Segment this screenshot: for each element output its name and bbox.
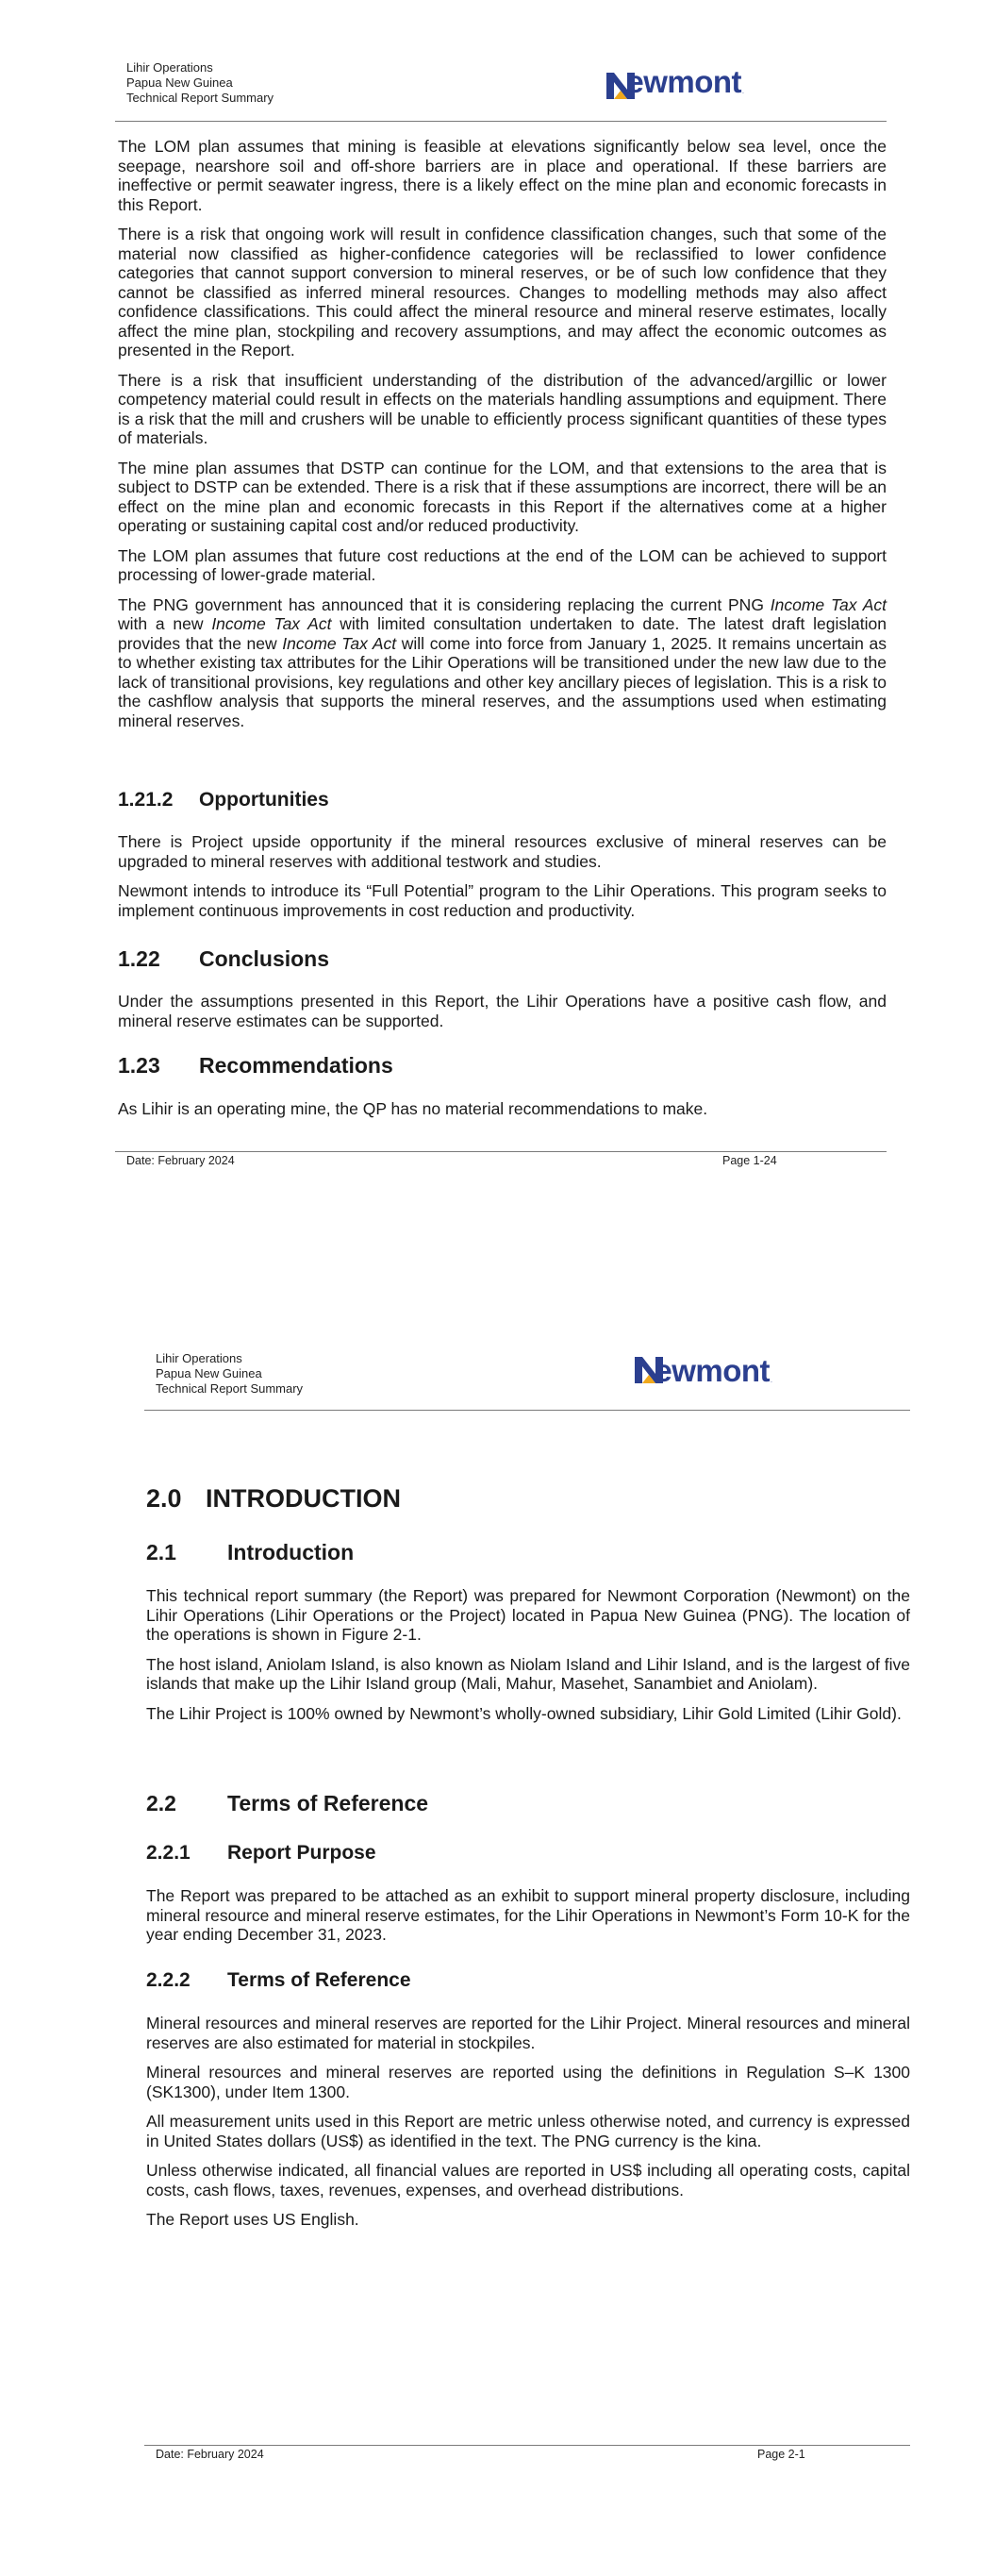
header-line-2: Papua New Guinea	[126, 75, 233, 90]
footer-date: Date: February 2024	[156, 2448, 264, 2461]
newmont-wordmark	[635, 1355, 772, 1386]
logo-tm: .	[742, 89, 744, 95]
tax-text-3: with limited consultation undertaken to date. The latest draft legislation provides that the new	[118, 614, 887, 653]
paragraph: The host island, Aniolam Island, is also known as Niolam Island and Lihir Island, and is the largest of five islands that make up the Lihir Island group (Mali, Mahur, Masehet, Sanambiet and Aniolam).	[146, 1654, 910, 1693]
page-1	[0, 0, 995, 1179]
introduction-body	[146, 1586, 910, 1733]
header-line-3: Technical Report Summary	[156, 1381, 304, 1396]
logo-text-rest: ewmont	[655, 1353, 771, 1388]
header-rule	[144, 1410, 910, 1411]
section-heading-2-2-1: 2.2.1 Report Purpose	[146, 1842, 376, 1864]
chapter-heading-2-0: 2.0 INTRODUCTION	[146, 1484, 401, 1513]
newmont-wordmark	[606, 66, 744, 97]
paragraph: There is Project upside opportunity if the mineral resources exclusive of mineral reserves can be upgraded to mineral reserves with additional testwork and studies.	[118, 832, 887, 871]
paragraph: As Lihir is an operating mine, the QP has no material recommendations to make.	[118, 1099, 708, 1118]
tax-italic-2: Income Tax Act	[211, 614, 332, 633]
paragraph: All measurement units used in this Report are metric unless otherwise noted, and currency is expressed in United States dollars (US$) as identified in the text. The PNG currency is the kina.	[146, 2112, 910, 2150]
paragraph: The Report uses US English.	[146, 2210, 359, 2229]
tax-italic-3: Income Tax Act	[282, 633, 397, 653]
footer-date: Date: February 2024	[126, 1154, 235, 1167]
section-heading-2-2-2: 2.2.2 Terms of Reference	[146, 1969, 411, 1991]
paragraph: This technical report summary (the Report) was prepared for Newmont Corporation (Newmont) on the Lihir Operations (Lihir Operations or the Project) located in Papua New Guinea (PNG). The location of the operations is shown in Figure 2-1.	[146, 1586, 910, 1644]
tax-italic-1: Income Tax Act	[770, 594, 887, 614]
footer-page-number: Page 2-1	[757, 2448, 805, 2461]
logo-tm: .	[771, 1378, 772, 1384]
paragraph: Unless otherwise indicated, all financial values are reported in US$ including all operating costs, capital costs, cash flows, taxes, revenues, expenses, and overhead distributions.	[146, 2161, 910, 2200]
footer-rule	[144, 2445, 910, 2446]
logo-text-rest: ewmont	[626, 64, 742, 99]
paragraph: Under the assumptions presented in this Report, the Lihir Operations have a positive cash flow, and mineral reserve estimates can be supported.	[118, 992, 887, 1030]
header-rule	[115, 121, 887, 122]
paragraph: The Report was prepared to be attached as an exhibit to support mineral property disclosure, including mineral resource and mineral reserve estimates, for the Lihir Operations in Newmont’s Form 10-K for the year ending December 31, 2023.	[146, 1886, 910, 1944]
report-purpose-body	[146, 1886, 910, 1955]
header-line-1: Lihir Operations	[126, 60, 213, 75]
opportunities-body	[118, 832, 887, 930]
footer-rule	[115, 1151, 887, 1152]
paragraph: The mine plan assumes that DSTP can continue for the LOM, and that extensions to the area that is subject to DSTP can be extended. There is a risk that if these assumptions are incorrect, there will be an effect on the mine plan and economic forecasts in this Report if the alternatives come at a higher operating or sustaining capital cost and/or reduced productivity.	[118, 458, 887, 535]
footer-page-number: Page 1-24	[722, 1154, 777, 1167]
page-header	[156, 1351, 303, 1397]
page-header	[126, 60, 274, 106]
page1-body	[118, 137, 887, 741]
section-heading-2-1: 2.1 Introduction	[146, 1540, 355, 1564]
section-heading-2-2: 2.2 Terms of Reference	[146, 1791, 429, 1815]
tax-text-4: will come into force from January 1, 2025. It remains uncertain as to whether existing tax attributes for the Lihir Operations will be transitioned under the new law due to the lack of transitional provisions, key regulations and other key ancillary pieces of legislation. This is a risk to the cashflow analysis that supports the mineral reserves, and the assumptions used when estimating mineral reserves.	[118, 633, 887, 730]
paragraph: The LOM plan assumes that mining is feasible at elevations significantly below sea level, once the seepage, nearshore soil and off-shore barriers are in place and operational. If these barriers are ineffective or permit seawater ingress, there is a likely effect on the mine plan and economic forecasts in this Report.	[118, 137, 887, 214]
paragraph: The LOM plan assumes that future cost reductions at the end of the LOM can be achieved to support processing of lower-grade material.	[118, 545, 887, 584]
section-heading-1-22: 1.22 Conclusions	[118, 946, 330, 971]
tax-text-2: with a new	[118, 614, 212, 633]
paragraph: The Lihir Project is 100% owned by Newmont’s wholly-owned subsidiary, Lihir Gold Limited (Lihir Gold).	[146, 1703, 902, 1723]
paragraph: There is a risk that insufficient understanding of the distribution of the advanced/argillic or lower competency material could result in effects on the materials handling assumptions and equipment. There is a risk that the mill and crushers will be unable to efficiently process significant quantities of these types of materials.	[118, 370, 887, 447]
section-heading-1-21-2: 1.21.2 Opportunities	[118, 789, 329, 811]
tax-paragraph	[118, 595, 887, 731]
terms-of-reference-body	[146, 2014, 910, 2240]
header-line-2: Papua New Guinea	[156, 1366, 262, 1380]
recommendations-body	[118, 1099, 887, 1129]
conclusions-body	[118, 992, 887, 1041]
paragraph: Mineral resources and mineral reserves are reported for the Lihir Project. Mineral resources and mineral reserves are also estimated for material in stockpiles.	[146, 2014, 910, 2052]
paragraph: There is a risk that ongoing work will result in confidence classification changes, such that some of the material now classified as higher-confidence categories will be reclassified to lower confidence categories that cannot support conversion to mineral reserves, or be of such low confidence that they cannot be classified as inferred mineral resources. Changes to modelling methods may also affect confidence classifications. This could affect the mineral resource and mineral reserve estimates, locally affect the mine plan, stockpiling and recovery assumptions, and may affect the economic outcomes as presented in the Report.	[118, 225, 887, 360]
tax-text-1: The PNG government has announced that it is considering replacing the current PNG	[118, 594, 771, 614]
section-heading-1-23: 1.23 Recommendations	[118, 1053, 393, 1078]
paragraph: Newmont intends to introduce its “Full Potential” program to the Lihir Operations. This program seeks to implement continuous improvements in cost reduction and productivity.	[118, 881, 887, 920]
header-line-3: Technical Report Summary	[126, 91, 274, 105]
header-line-1: Lihir Operations	[156, 1351, 242, 1365]
paragraph: Mineral resources and mineral reserves are reported using the definitions in Regulation S–K 1300 (SK1300), under Item 1300.	[146, 2063, 910, 2101]
